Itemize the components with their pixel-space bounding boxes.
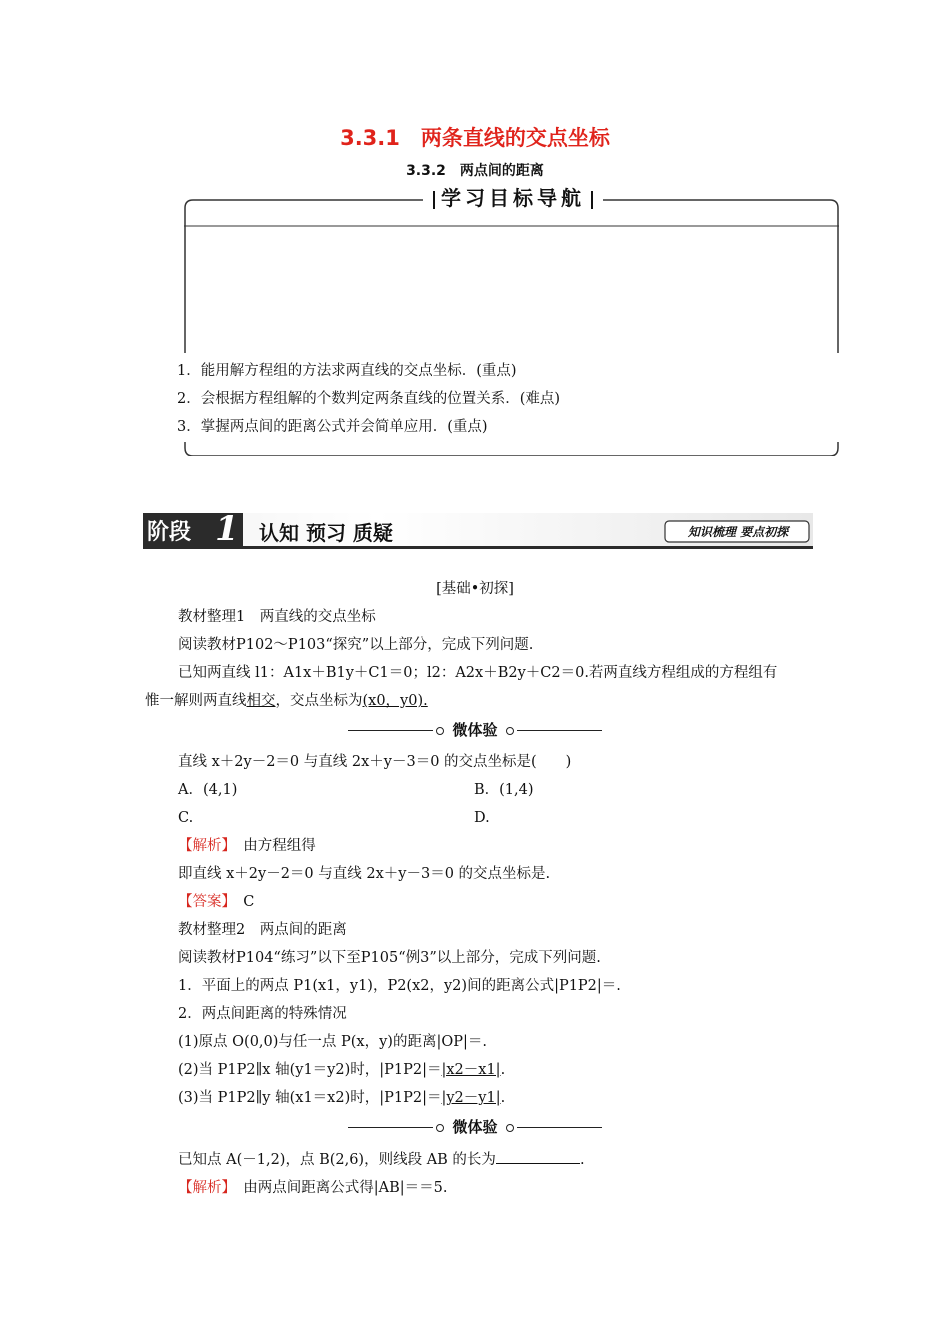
goal-1: 1．能用解方程组的方法求两直线的交点坐标．(重点): [177, 363, 517, 379]
ex1-analysis-2: 即直线 x＋2y－2＝0 与直线 2x＋y－3＝0 的交点坐标是.: [178, 866, 551, 882]
ex1-option-b: B．(1,4): [474, 782, 534, 798]
material2-heading: 教材整理2 两点间的距离: [178, 922, 347, 938]
answer-intersect: 相交: [246, 693, 276, 709]
material1-heading: 教材整理1 两直线的交点坐标: [178, 609, 376, 625]
goal-3: 3．掌握两点间的距离公式并会简单应用．(重点): [177, 419, 488, 435]
ex2-analysis: 【解析】 由两点间距离公式得|AB|＝＝5.: [178, 1180, 448, 1196]
material2-case1: (1)原点 O(0,0)与任一点 P(x，y)的距离|OP|＝.: [178, 1034, 487, 1050]
mini-title-2: 微体验: [0, 1116, 950, 1137]
stage-tag: 知识梳理 要点初探: [687, 525, 789, 539]
answer-point: (x0，y0).: [362, 693, 428, 709]
stage-banner: [143, 509, 813, 549]
learning-goals-box: [177, 186, 840, 456]
ex1-option-a: A．(4,1): [178, 782, 238, 798]
material1-read: 阅读教材P102～P103“探究”以上部分，完成下列问题.: [178, 637, 534, 653]
ex1-option-d: D.: [474, 810, 490, 826]
stage-label: 阶段: [147, 520, 192, 545]
mini-title-1: 微体验: [0, 719, 950, 740]
goal-2: 2．会根据方程组解的个数判定两条直线的位置关系．(难点): [177, 391, 561, 407]
ex1-option-c: C.: [178, 810, 194, 826]
stage-title: 认知 预习 质疑: [259, 521, 393, 545]
page-title: 3.3.1 两条直线的交点坐标: [340, 126, 610, 150]
stage-number: 1: [215, 509, 239, 549]
material2-item1: 1．平面上的两点 P1(x1，y1)，P2(x2，y2)间的距离公式|P1P2|＝.: [178, 978, 621, 994]
material2-item2: 2．两点间距离的特殊情况: [178, 1006, 347, 1022]
material2-read: 阅读教材P104“练习”以下至P105“例3”以上部分，完成下列问题.: [178, 950, 601, 966]
answer-blank: [496, 1149, 580, 1164]
ex1-question: 直线 x＋2y－2＝0 与直线 2x＋y－3＝0 的交点坐标是( ): [178, 754, 572, 770]
section-tag: [基础•初探]: [436, 581, 514, 597]
material1-line1: 已知两直线 l1：A1x＋B1y＋C1＝0；l2：A2x＋B2y＋C2＝0.若两直线方程组成的方程组有: [178, 665, 778, 681]
material2-case2: (2)当 P1P2∥x 轴(y1＝y2)时，|P1P2|＝|x2－x1|.: [178, 1062, 506, 1078]
goals-header: [423, 182, 603, 210]
material1-line2: 惟一解则两直线相交，交点坐标为(x0，y0).: [145, 693, 428, 709]
ex2-question: 已知点 A(－1,2)，点 B(2,6)，则线段 AB 的长为 .: [178, 1146, 585, 1174]
page-subtitle: 3.3.2 两点间的距离: [406, 163, 544, 179]
goals-header-text: 学习目标导航: [441, 186, 585, 210]
ex1-analysis: 【解析】 由方程组得: [178, 838, 316, 854]
material2-case3: (3)当 P1P2∥y 轴(x1＝x2)时，|P1P2|＝|y2－y1|.: [178, 1090, 506, 1106]
ex1-answer: 【答案】 C: [178, 894, 255, 910]
